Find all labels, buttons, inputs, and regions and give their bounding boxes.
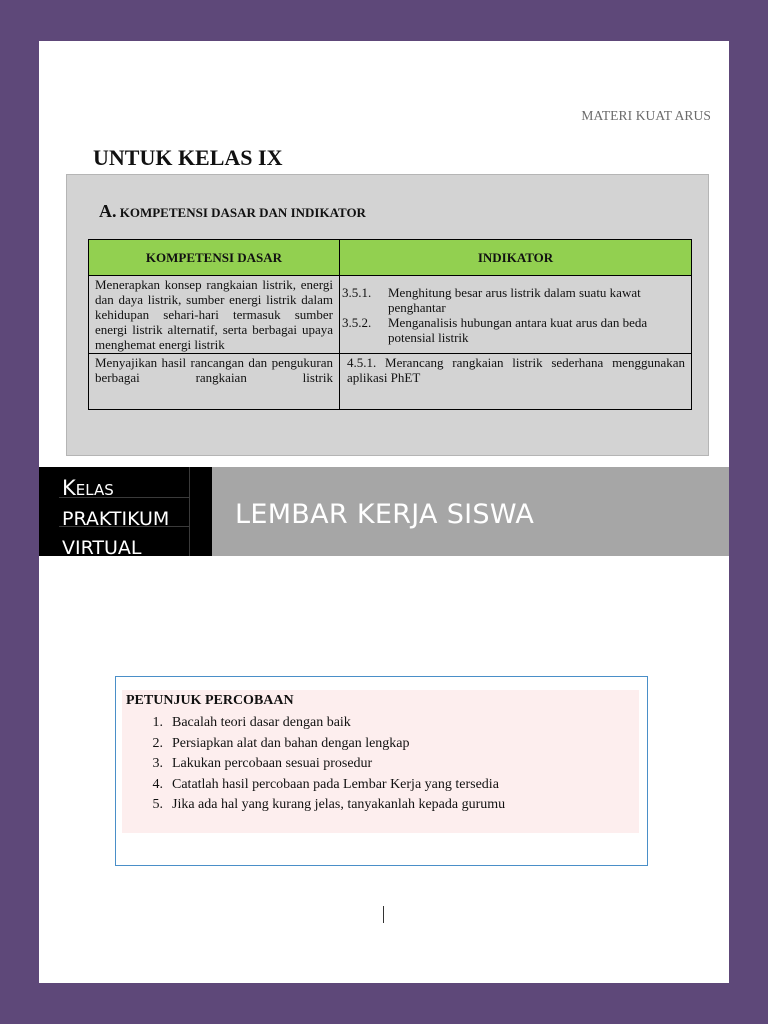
instructions-box [115, 676, 648, 866]
worksheet-banner [39, 467, 729, 559]
banner-label-text [62, 474, 169, 563]
competency-table [88, 239, 692, 410]
indicator-text: Menghitung besar arus listrik dalam suatu kawat penghantar [388, 284, 641, 315]
banner-label-line: KELAS [62, 476, 114, 500]
list-item: 1. Bacalah teori dasar dengan baik [152, 715, 351, 730]
table-header-row [89, 240, 692, 276]
indicator-number: 3.5.1. [342, 284, 372, 300]
indicator-item [342, 285, 685, 315]
page-header-text: MATERI KUAT ARUS [581, 108, 711, 123]
indicator-text: Menganalisis hubungan antara kuat arus dan beda potensial listrik [388, 314, 648, 345]
banner-title-block [212, 467, 729, 556]
class-title: UNTUK KELAS IX [93, 145, 283, 170]
section-heading [99, 201, 366, 222]
kd-cell: Menyajikan hasil rancangan dan pengukuran berbagai rangkaian listrik [89, 354, 340, 410]
competency-section [66, 174, 709, 456]
list-item: 4. Catatlah hasil percobaan pada Lembar Kerja yang tersedia [152, 776, 499, 792]
list-item: 2. Persiapkan alat dan bahan dengan lengkap [152, 735, 410, 751]
kd-cell: Menerapkan konsep rangkaian listrik, energi dan daya listrik, sumber energi listrik dalam kehidupan sehari-hari termasuk sumber energi listrik alternatif, serta berbagai upaya menghemat energi listrik [89, 276, 340, 354]
instructions-list [126, 713, 505, 816]
list-item: 3. Lakukan percobaan sesuai prosedur [152, 756, 373, 772]
banner-title: LEMBAR KERJA SISWA [235, 499, 535, 530]
banner-label-block [39, 467, 212, 559]
indicator-number: 3.5.2. [342, 314, 372, 330]
banner-label-line: PRAKTIKUM [62, 508, 170, 530]
indicator-cell: 4.5.1. Merancang rangkaian listrik sederhana menggunakan aplikasi PhET [340, 354, 692, 410]
table-header-kd: KOMPETENSI DASAR [89, 240, 340, 276]
table-row [89, 354, 692, 410]
text-cursor[interactable] [383, 906, 384, 923]
banner-divider [189, 467, 190, 556]
indicator-item [342, 315, 685, 345]
table-row [89, 276, 692, 354]
section-letter: A. [99, 201, 117, 221]
instructions-title: PETUNJUK PERCOBAAN [126, 693, 294, 708]
list-item: 5. Jika ada hal yang kurang jelas, tanyakanlah kepada gurumu [152, 797, 506, 813]
banner-label-line: VIRTUAL [62, 537, 142, 559]
document-page [39, 41, 729, 983]
instructions-panel [122, 690, 639, 833]
indicator-cell [340, 276, 692, 354]
table-header-indikator: INDIKATOR [340, 240, 692, 276]
section-heading-text: KOMPETENSI DASAR DAN INDIKATOR [119, 205, 366, 220]
